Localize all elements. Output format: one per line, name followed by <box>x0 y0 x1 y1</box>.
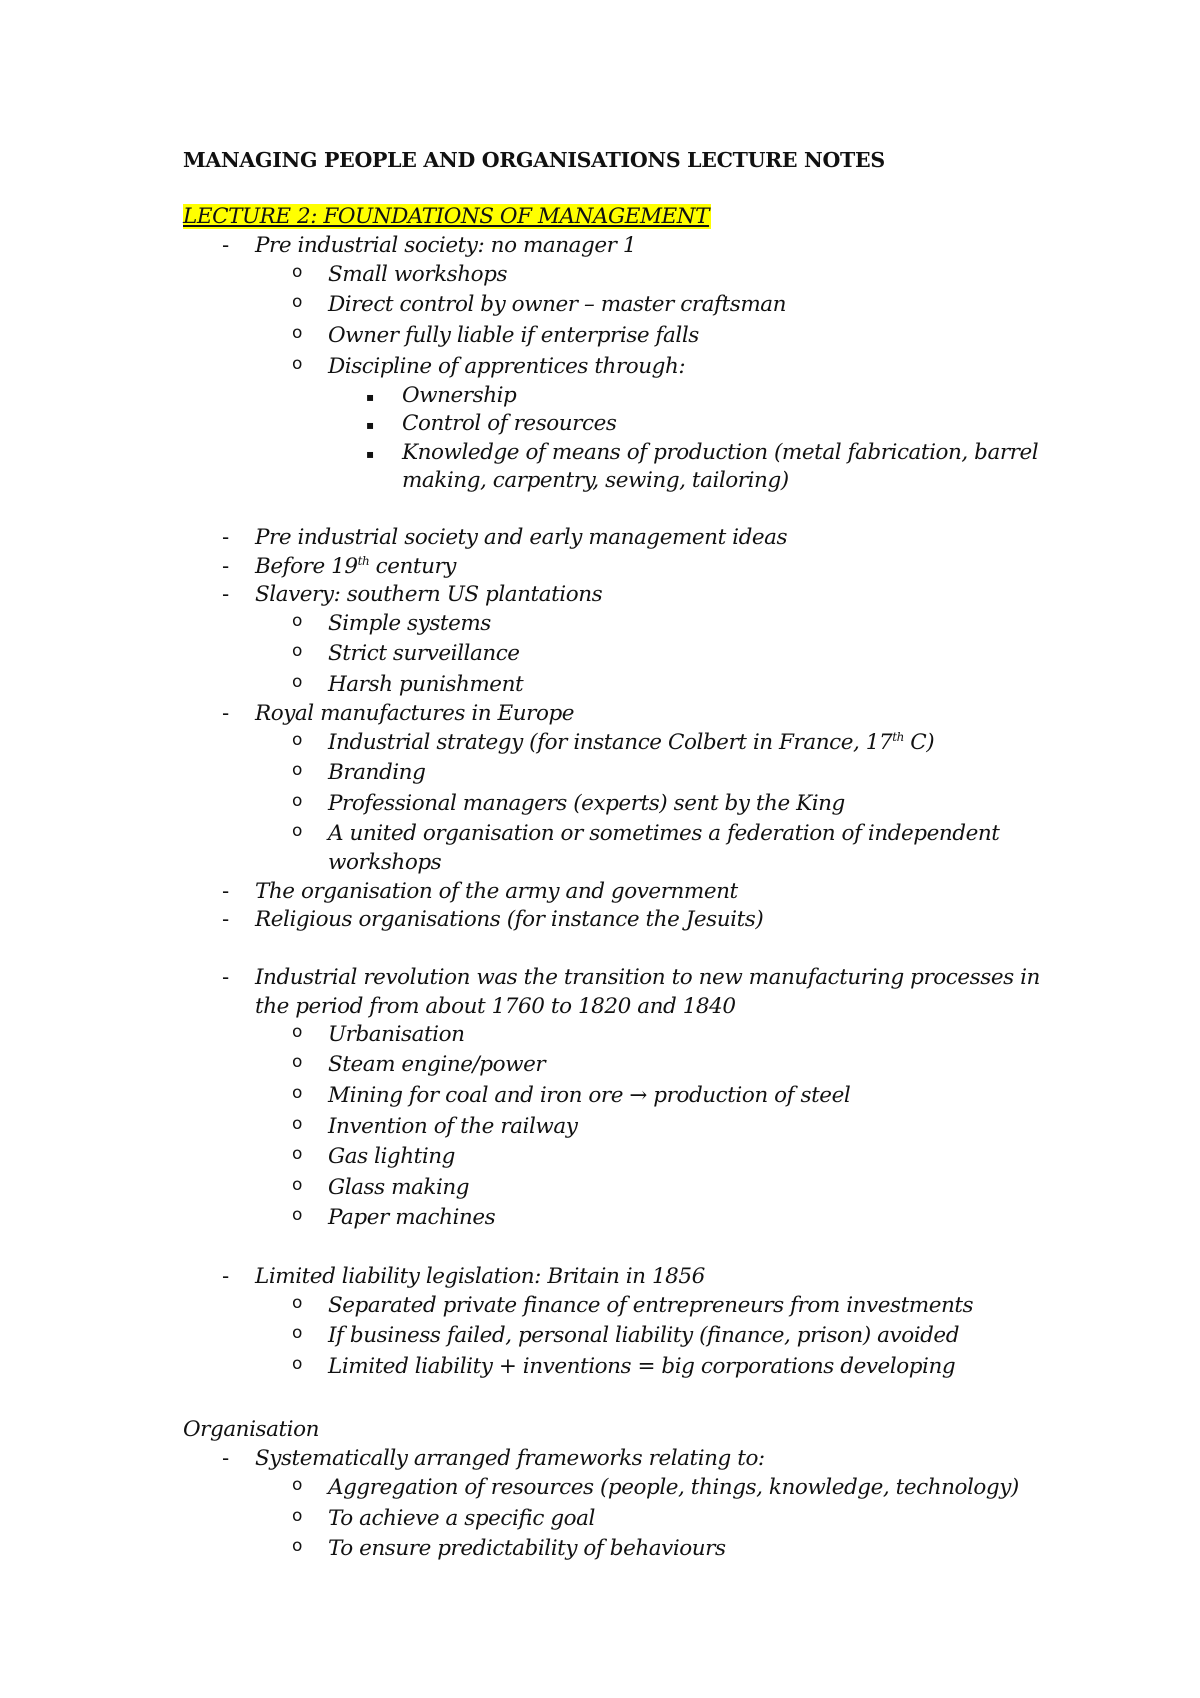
list-item: Pre industrial society: no manager 1 <box>255 233 637 258</box>
circle-bullet: o <box>292 730 303 750</box>
circle-bullet: o <box>292 1536 303 1556</box>
list-item <box>328 729 934 757</box>
square-bullet: ▪ <box>366 418 375 432</box>
dash-bullet: - <box>222 1446 230 1470</box>
list-item: Limited liability legislation: Britain in 1856 <box>255 1264 705 1289</box>
circle-bullet: o <box>292 354 303 374</box>
circle-bullet: o <box>292 1293 303 1313</box>
list-item: Aggregation of resources (people, things, knowledge, technology) <box>328 1475 1019 1500</box>
dash-bullet: - <box>222 1264 230 1288</box>
list-item: If business failed, personal liability (finance, prison) avoided <box>328 1323 960 1348</box>
document-title: MANAGING PEOPLE AND ORGANISATIONS LECTURE NOTES <box>183 148 885 172</box>
superscript: th <box>892 729 904 744</box>
list-item: Small workshops <box>328 262 508 287</box>
circle-bullet: o <box>292 1475 303 1495</box>
list-item-continuation: making, carpentry, sewing, tailoring) <box>402 468 789 493</box>
list-item: Gas lighting <box>328 1144 455 1169</box>
lecture-heading: LECTURE 2: FOUNDATIONS OF MANAGEMENT <box>183 204 710 229</box>
list-item: To ensure predictability of behaviours <box>328 1536 726 1561</box>
circle-bullet: o <box>292 1354 303 1374</box>
list-item: Royal manufactures in Europe <box>255 701 575 726</box>
dash-bullet: - <box>222 554 230 578</box>
square-bullet: ▪ <box>366 447 375 461</box>
circle-bullet: o <box>292 1022 303 1042</box>
list-item: Industrial revolution was the transition to new manufacturing processes in <box>255 965 1040 990</box>
list-item: Separated private finance of entrepreneurs from investments <box>328 1293 974 1318</box>
list-item: Systematically arranged frameworks relating to: <box>255 1446 765 1471</box>
circle-bullet: o <box>292 1506 303 1526</box>
circle-bullet: o <box>292 760 303 780</box>
list-item: Mining for coal and iron ore → production of steel <box>328 1083 851 1108</box>
circle-bullet: o <box>292 292 303 312</box>
section-heading: Organisation <box>183 1417 319 1442</box>
list-item: Slavery: southern US plantations <box>255 582 603 607</box>
list-item: Control of resources <box>402 411 617 436</box>
dash-bullet: - <box>222 525 230 549</box>
superscript: th <box>357 553 370 568</box>
dash-bullet: - <box>222 233 230 257</box>
circle-bullet: o <box>292 1083 303 1103</box>
text-run: Industrial strategy (for instance Colbert in France, 17 <box>328 730 893 755</box>
circle-bullet: o <box>292 262 303 282</box>
dash-bullet: - <box>222 582 230 606</box>
list-item: Discipline of apprentices through: <box>328 354 686 379</box>
list-item-continuation: workshops <box>328 850 442 875</box>
list-item: A united organisation or sometimes a federation of independent <box>328 821 1000 846</box>
circle-bullet: o <box>292 672 303 692</box>
circle-bullet: o <box>292 611 303 631</box>
text-run: century <box>369 554 456 579</box>
text-run: Before 19 <box>255 554 358 579</box>
circle-bullet: o <box>292 1144 303 1164</box>
list-item: Professional managers (experts) sent by the King <box>328 791 845 816</box>
list-item: Branding <box>328 760 426 785</box>
list-item: Steam engine/power <box>328 1052 546 1077</box>
list-item: Ownership <box>402 383 517 408</box>
circle-bullet: o <box>292 1323 303 1343</box>
text-run: C) <box>903 730 935 755</box>
list-item: Pre industrial society and early management ideas <box>255 525 788 550</box>
square-bullet: ▪ <box>366 390 375 404</box>
list-item: Paper machines <box>328 1205 496 1230</box>
circle-bullet: o <box>292 1175 303 1195</box>
list-item: Religious organisations (for instance the Jesuits) <box>255 907 764 932</box>
list-item: The organisation of the army and government <box>255 879 738 904</box>
list-item: Knowledge of means of production (metal fabrication, barrel <box>402 440 1039 465</box>
circle-bullet: o <box>292 1052 303 1072</box>
dash-bullet: - <box>222 879 230 903</box>
list-item: Limited liability + inventions = big corporations developing <box>328 1354 956 1379</box>
list-item-continuation: the period from about 1760 to 1820 and 1840 <box>255 994 736 1019</box>
list-item: Invention of the railway <box>328 1114 578 1139</box>
circle-bullet: o <box>292 1205 303 1225</box>
list-item: Harsh punishment <box>328 672 524 697</box>
circle-bullet: o <box>292 791 303 811</box>
dash-bullet: - <box>222 907 230 931</box>
circle-bullet: o <box>292 323 303 343</box>
circle-bullet: o <box>292 1114 303 1134</box>
list-item: Urbanisation <box>328 1022 465 1047</box>
list-item <box>255 553 456 581</box>
list-item: Owner fully liable if enterprise falls <box>328 323 699 348</box>
dash-bullet: - <box>222 965 230 989</box>
dash-bullet: - <box>222 701 230 725</box>
list-item: Glass making <box>328 1175 470 1200</box>
list-item: Strict surveillance <box>328 641 520 666</box>
list-item: Simple systems <box>328 611 491 636</box>
circle-bullet: o <box>292 641 303 661</box>
list-item: To achieve a specific goal <box>328 1506 595 1531</box>
list-item: Direct control by owner – master craftsman <box>328 292 787 317</box>
circle-bullet: o <box>292 821 303 841</box>
